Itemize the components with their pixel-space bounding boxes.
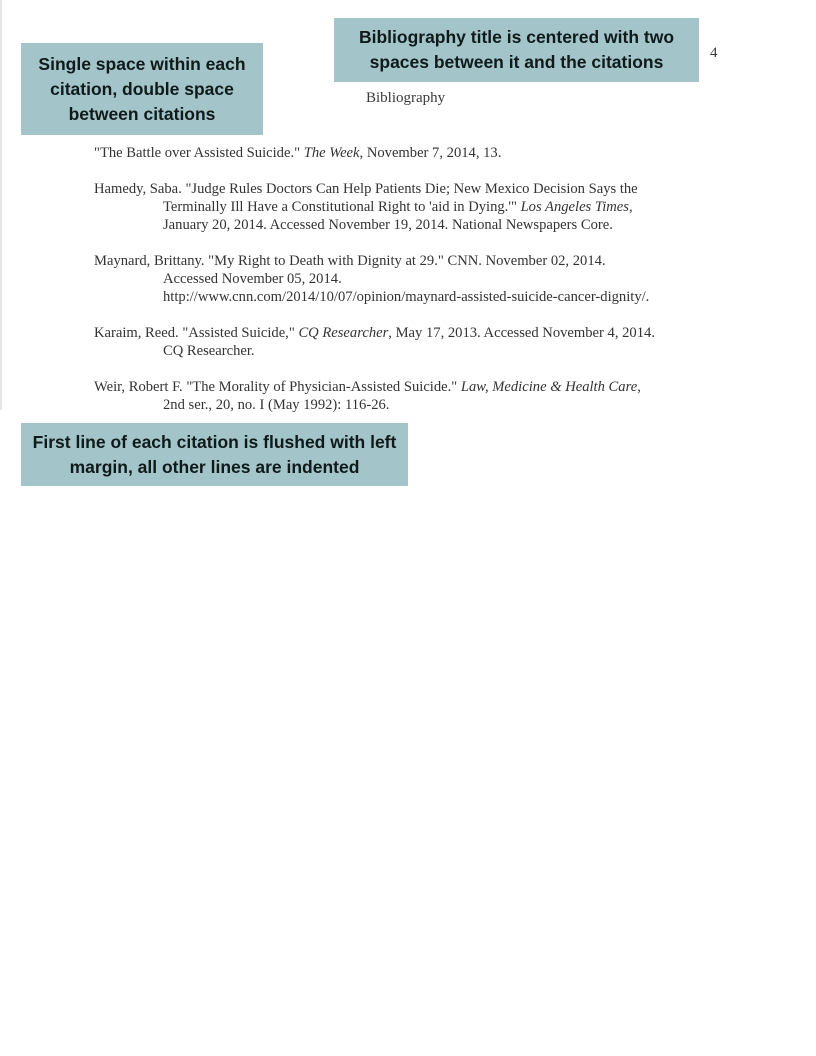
citation-3-line-2: Accessed November 05, 2014. [163, 271, 342, 287]
citation-4-line-1b: , May 17, 2013. Accessed November 4, 2014. [388, 325, 655, 341]
citation-2-line-3: January 20, 2014. Accessed November 19, 2014. National Newspapers Core. [163, 217, 613, 233]
callout-title-centered [334, 18, 699, 82]
citation-4-line-2: CQ Researcher. [163, 343, 255, 359]
citation-3 [94, 252, 734, 306]
citation-4-line-1a: Karaim, Reed. "Assisted Suicide," [94, 325, 299, 341]
citation-5-italic: Law, Medicine & Health Care [460, 379, 638, 395]
citation-1-italic: The Week [303, 145, 360, 161]
citation-5-line-1b: , [637, 379, 641, 395]
callout-spacing [21, 43, 263, 135]
callout-indent-text: First line of each citation is flushed with left margin, all other lines are indented [32, 431, 397, 477]
citation-5 [94, 378, 734, 414]
citation-5-line-2: 2nd ser., 20, no. I (May 1992): 116-26. [163, 397, 390, 413]
citation-1-text-b: , November 7, 2014, 13. [359, 145, 502, 161]
callout-spacing-text: Single space within each citation, double space between citations [38, 53, 246, 124]
bibliography-title: Bibliography [366, 90, 446, 106]
citation-2-line-2a: Terminally Ill Have a Constitutional Right to 'aid in Dying.'" [163, 199, 521, 215]
citation-2 [94, 180, 734, 234]
citation-1 [94, 144, 734, 162]
citation-3-url: http://www.cnn.com/2014/10/07/opinion/maynard-assisted-suicide-cancer-dignity/. [163, 289, 650, 305]
citation-2-italic: Los Angeles Times [520, 199, 629, 215]
callout-title-text: Bibliography title is centered with two spaces between it and the citations [358, 27, 675, 72]
citation-2-line-1: Hamedy, Saba. "Judge Rules Doctors Can Help Patients Die; New Mexico Decision Says the [94, 181, 638, 197]
page-number: 4 [710, 45, 718, 61]
citation-1-text-a: "The Battle over Assisted Suicide." [94, 145, 304, 161]
citation-2-line-2b: , [628, 199, 633, 215]
page-edge-line [0, 0, 2, 410]
citation-list [94, 144, 734, 432]
citation-3-line-1: Maynard, Brittany. "My Right to Death with Dignity at 29." CNN. November 02, 2014. [94, 253, 606, 269]
citation-5-line-1a: Weir, Robert F. "The Morality of Physician-Assisted Suicide." [94, 379, 461, 395]
citation-4 [94, 324, 734, 360]
callout-hanging-indent [21, 423, 408, 486]
citation-4-italic: CQ Researcher [298, 325, 389, 341]
